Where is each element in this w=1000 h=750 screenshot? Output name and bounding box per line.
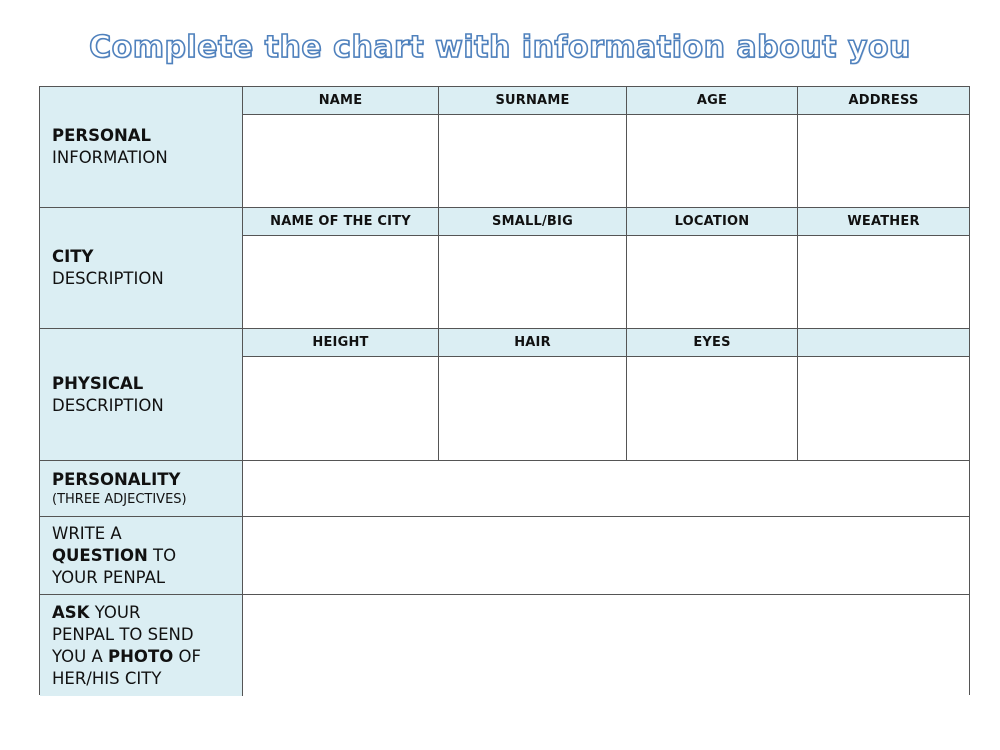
weather-answer-cell[interactable] <box>798 236 969 329</box>
eyes-header: EYES <box>627 329 798 357</box>
photo-request-label <box>40 595 243 696</box>
location-answer-cell[interactable] <box>627 236 798 329</box>
photo-request-answer-cell[interactable] <box>243 595 969 696</box>
personal-label-bold: PERSONAL <box>52 126 152 145</box>
hair-header: HAIR <box>439 329 627 357</box>
photo-line-1-bold: ASK <box>52 602 90 622</box>
name-answer-cell[interactable] <box>243 115 439 208</box>
address-header: ADDRESS <box>798 87 969 115</box>
personality-label-bold: PERSONALITY <box>52 469 181 489</box>
photo-line-3-bold: PHOTO <box>108 646 174 666</box>
hair-answer-cell[interactable] <box>439 357 627 461</box>
photo-line-2: PENPAL TO SEND <box>52 624 194 644</box>
photo-line-4: HER/HIS CITY <box>52 668 162 688</box>
worksheet-title: Complete the chart with information about you <box>89 30 911 65</box>
photo-line-1-rest: YOUR <box>89 602 141 622</box>
name-header: NAME <box>243 87 439 115</box>
city-name-header: NAME OF THE CITY <box>243 208 439 236</box>
address-answer-cell[interactable] <box>798 115 969 208</box>
question-line-2-rest: TO <box>147 545 177 565</box>
height-header: HEIGHT <box>243 329 439 357</box>
blank-header <box>798 329 969 357</box>
photo-line-3-rest: OF <box>173 646 201 666</box>
question-answer-cell[interactable] <box>243 517 969 595</box>
personal-label-rest: INFORMATION <box>52 148 168 167</box>
age-answer-cell[interactable] <box>627 115 798 208</box>
small-big-answer-cell[interactable] <box>439 236 627 329</box>
physical-label-rest: DESCRIPTION <box>52 395 164 415</box>
info-chart <box>39 86 970 695</box>
age-header: AGE <box>627 87 798 115</box>
surname-answer-cell[interactable] <box>439 115 627 208</box>
surname-header: SURNAME <box>439 87 627 115</box>
personal-information-label <box>40 87 243 208</box>
photo-line-3-a: YOU A <box>52 646 109 666</box>
location-header: LOCATION <box>627 208 798 236</box>
small-big-header: SMALL/BIG <box>439 208 627 236</box>
city-label-bold: CITY <box>52 247 94 266</box>
city-label-rest: DESCRIPTION <box>52 269 164 288</box>
eyes-answer-cell[interactable] <box>627 357 798 461</box>
physical-description-label <box>40 329 243 461</box>
weather-header: WEATHER <box>798 208 969 236</box>
personality-answer-cell[interactable] <box>243 461 969 517</box>
blank-answer-cell[interactable] <box>798 357 969 461</box>
city-description-label <box>40 208 243 329</box>
physical-label-bold: PHYSICAL <box>52 373 144 393</box>
personality-label <box>40 461 243 517</box>
question-label <box>40 517 243 595</box>
question-line-3: YOUR PENPAL <box>52 567 166 587</box>
city-name-answer-cell[interactable] <box>243 236 439 329</box>
height-answer-cell[interactable] <box>243 357 439 461</box>
personality-label-small: (THREE ADJECTIVES) <box>52 491 187 507</box>
question-line-1: WRITE A <box>52 523 122 543</box>
question-line-2-bold: QUESTION <box>52 545 148 565</box>
